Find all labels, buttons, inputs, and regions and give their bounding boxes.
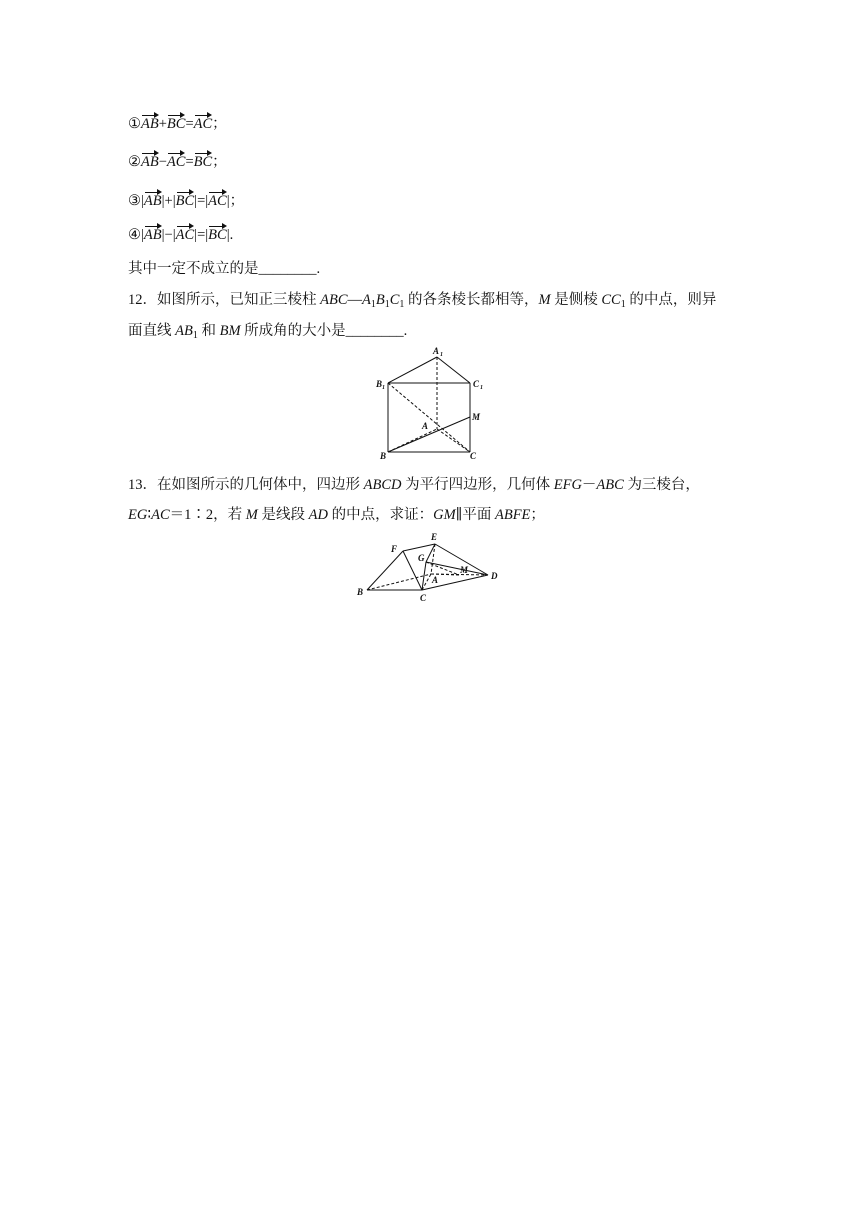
option-2 [128, 150, 227, 171]
vector-bc: BC [166, 116, 186, 132]
edge-cc1: CC [601, 292, 621, 308]
plane-abfe: ABFE [494, 507, 531, 523]
line-gm: GM [433, 507, 456, 523]
q13-line-1 [128, 473, 700, 494]
label-g: G [418, 553, 425, 563]
operator: − [164, 227, 173, 243]
seg-eg: EG [128, 507, 148, 523]
vertex-b1: B [375, 292, 385, 308]
option-4: ④|AB|−|AC|=|BC|. [128, 227, 234, 243]
text: ∥平面 [455, 507, 495, 523]
vector-bc: BC [208, 227, 227, 243]
label-b: B [357, 587, 364, 597]
option-number: ③ [128, 193, 141, 209]
equals: = [185, 116, 194, 132]
option-3: ③|AB|+|BC|=|AC|； [128, 193, 245, 209]
text: 12．如图所示，已知正三棱柱 [128, 292, 321, 308]
option-number: ④ [128, 227, 141, 243]
line-bm: BM [219, 323, 241, 339]
text: 和 [197, 323, 220, 339]
text: ＝1∶2，若 [169, 507, 246, 523]
text: 所成角的大小是________. [240, 323, 408, 339]
q12-line-1 [128, 288, 716, 309]
vector-bc: BC [193, 154, 213, 170]
dash: — [347, 292, 363, 308]
subscript: 1 [620, 299, 626, 310]
vertex-a1: A [362, 292, 371, 308]
punct: ； [212, 154, 227, 170]
equals: = [185, 154, 194, 170]
label-e: E [431, 532, 438, 542]
quad-abcd: ABCD [363, 477, 402, 493]
label-a: A [432, 575, 439, 585]
operator: + [158, 116, 167, 132]
punct: . [229, 227, 234, 243]
text: 13．在如图所示的几何体中，四边形 [128, 477, 364, 493]
line-ab1: AB [175, 323, 193, 339]
text: 是侧棱 [550, 292, 602, 308]
vector-ac: AC [166, 154, 186, 170]
option-number: ② [128, 154, 141, 170]
vector-ac: AC [208, 193, 227, 209]
subscript: 1 [370, 299, 376, 310]
option-1 [128, 112, 227, 133]
label-d: D [491, 571, 498, 581]
label-a: A [422, 421, 429, 431]
operator: + [164, 193, 173, 209]
label-m: M [472, 412, 481, 422]
text: 的中点，求证： [327, 507, 434, 523]
q11-conclusion: 其中一定不成立的是________. [128, 261, 321, 277]
subscript: 1 [384, 299, 390, 310]
subscript: 1 [399, 299, 405, 310]
label-c1: C [473, 379, 480, 389]
vector-ac: AC [175, 227, 195, 243]
vector-ac: AC [193, 116, 213, 132]
label-sub: 1 [440, 352, 443, 358]
punct: ； [212, 116, 227, 132]
seg-ad: AD [308, 507, 328, 523]
q12-line-2 [128, 319, 407, 340]
seg-ac: AC [151, 507, 170, 523]
label-a1: A [433, 346, 440, 356]
text: 为平行四边形，几何体 [401, 477, 554, 493]
solid-efg: EFG [553, 477, 582, 493]
text: 的中点，则异 [625, 292, 717, 308]
minus: － [581, 477, 597, 493]
text: ； [530, 507, 545, 523]
label-m: M [460, 565, 469, 575]
vector-ab: AB [141, 116, 159, 132]
label-f: F [391, 544, 398, 554]
operator: − [158, 154, 167, 170]
prism-figure [370, 345, 500, 460]
label-c: C [470, 451, 477, 461]
q13-line-2 [128, 503, 545, 524]
vector-ab: AB [143, 227, 162, 243]
option-number: ① [128, 116, 141, 132]
frustum-figure [355, 530, 515, 605]
vertex-c1: C [389, 292, 400, 308]
text: 为三棱台， [623, 477, 700, 493]
point-m: M [245, 507, 258, 523]
vector-ab: AB [143, 193, 162, 209]
ratio-colon: ∶ [147, 507, 152, 523]
punct: ； [229, 193, 245, 209]
text: 的各条棱长都相等， [404, 292, 539, 308]
equals: = [197, 227, 206, 243]
subscript: 1 [192, 330, 198, 341]
label-sub: 1 [480, 385, 483, 391]
text: 是线段 [257, 507, 309, 523]
point-m: M [538, 292, 551, 308]
vector-ab: AB [141, 154, 159, 170]
solid-abc: ABC [596, 477, 624, 493]
label-b1: B [376, 379, 383, 389]
label-b: B [380, 451, 387, 461]
vector-bc: BC [175, 193, 195, 209]
text: 面直线 [128, 323, 176, 339]
prism-base: ABC [320, 292, 348, 308]
label-c: C [420, 593, 427, 603]
equals: = [197, 193, 206, 209]
label-sub: 1 [382, 385, 385, 391]
